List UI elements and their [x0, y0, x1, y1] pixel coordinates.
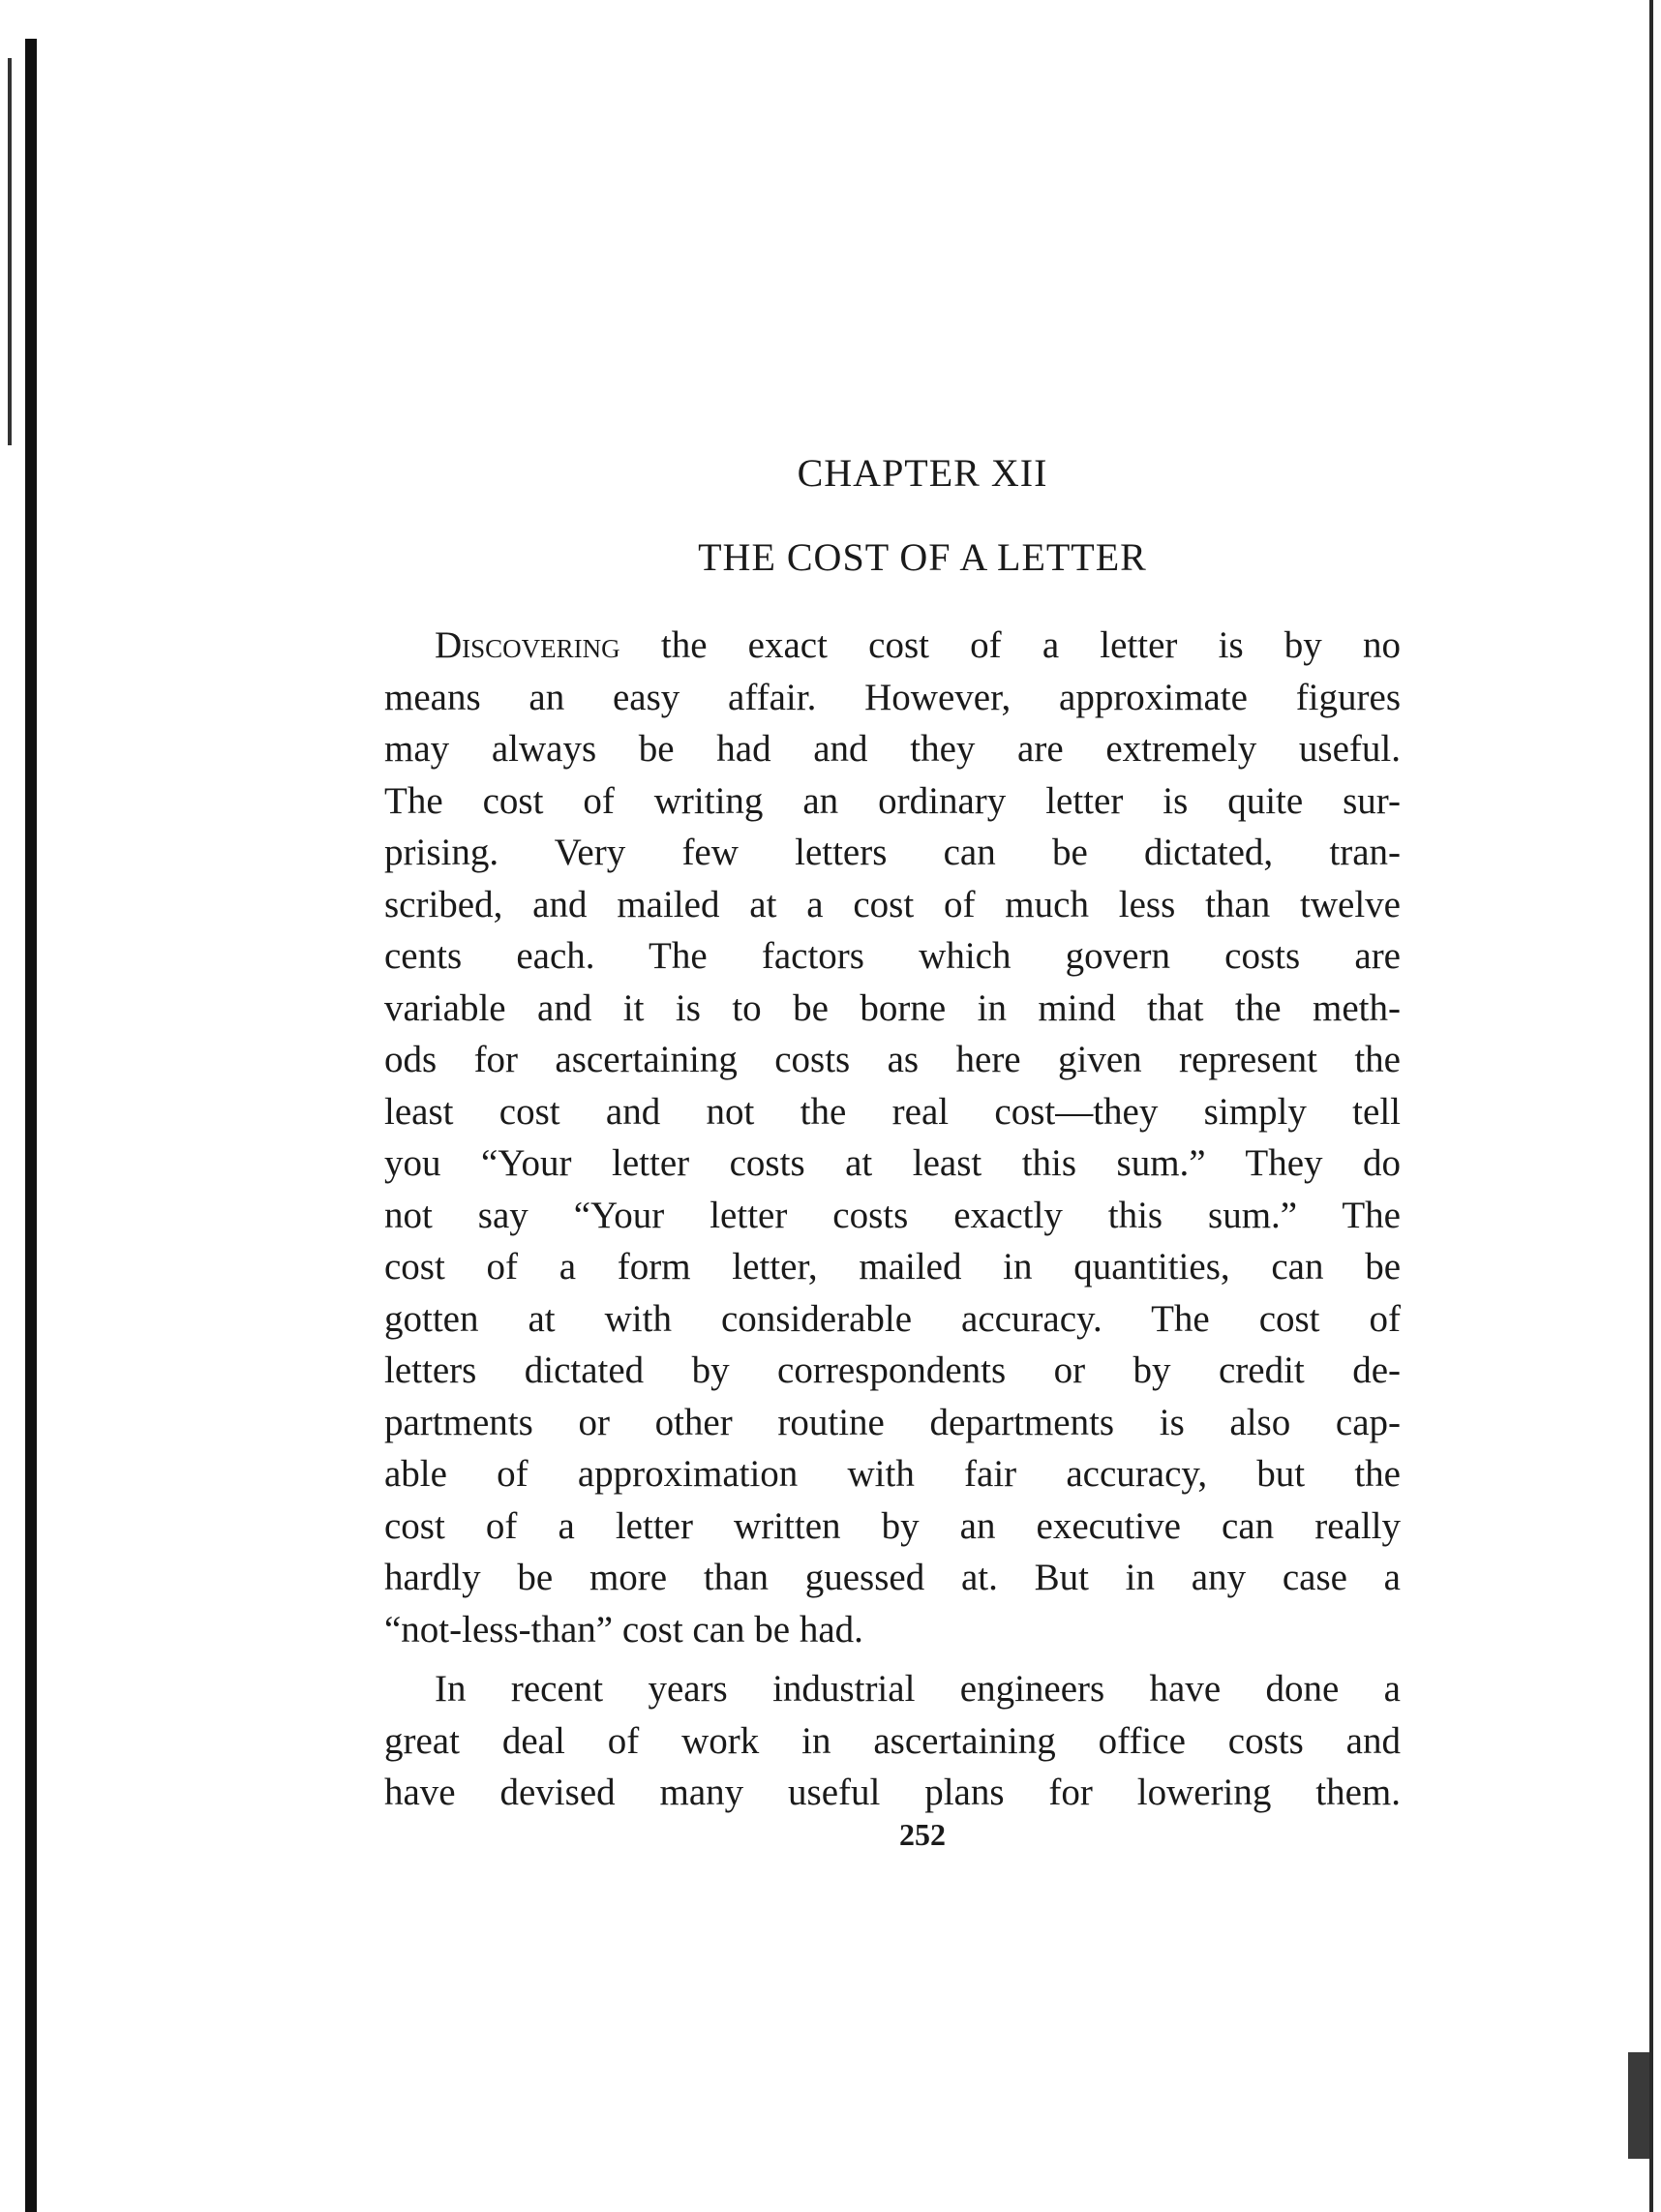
text-line: gotten at with considerable accuracy. The cost of — [384, 1297, 1401, 1340]
text-line: great deal of work in ascertaining office costs and — [384, 1719, 1401, 1762]
text-line: prising. Very few letters can be dictated, tran- — [384, 832, 1401, 873]
text-line: cents each. The factors which govern costs are — [384, 935, 1401, 977]
paragraph-2 — [384, 1663, 1401, 1819]
paragraph-1 — [384, 620, 1401, 1655]
text-line: “not-less-than” cost can be had. — [384, 1608, 863, 1651]
text-line: scribed, and mailed at a cost of much less than twelve — [384, 883, 1401, 925]
text-line: cost of a letter written by an executive can really — [384, 1504, 1401, 1547]
chapter-number: CHAPTER XII — [797, 451, 1048, 495]
text-line-rest: the exact cost of a letter is by no — [619, 624, 1401, 666]
text-line: cost of a form letter, mailed in quantities, can be — [384, 1246, 1401, 1288]
text-line: variable and it is to be borne in mind that the meth- — [384, 986, 1401, 1029]
text-line: not say “Your letter costs exactly this sum.” The — [384, 1194, 1401, 1236]
scan-border-right — [1649, 0, 1653, 2212]
scan-blot-right — [1628, 2052, 1649, 2159]
text-line: have devised many useful plans for lowering them. — [384, 1772, 1401, 1813]
page-number: 252 — [899, 1817, 946, 1852]
text-line: able of approximation with fair accuracy, but the — [384, 1453, 1401, 1495]
text-line: hardly be more than guessed at. But in any case a — [384, 1557, 1401, 1598]
text-line: least cost and not the real cost—they simply tell — [384, 1090, 1401, 1133]
text-line: In recent years industrial engineers have done a — [435, 1668, 1401, 1710]
text-line: The cost of writing an ordinary letter is quite sur- — [384, 779, 1401, 822]
text-line: may always be had and they are extremely useful. — [384, 728, 1401, 770]
text-line — [384, 620, 1401, 672]
body-text — [384, 620, 1401, 1819]
scan-border-left-inner — [8, 58, 12, 445]
text-line: means an easy affair. However, approximate figures — [384, 676, 1401, 718]
text-line: partments or other routine departments is also cap- — [384, 1401, 1401, 1443]
paragraph-gap — [384, 1655, 1401, 1663]
text-line: ods for ascertaining costs as here given represent the — [384, 1039, 1401, 1080]
text-line: you “Your letter costs at least this sum.” They do — [384, 1142, 1401, 1184]
chapter-title: THE COST OF A LETTER — [698, 535, 1147, 579]
scan-border-left — [25, 39, 37, 2212]
lead-word: Discovering — [435, 624, 620, 666]
text-line: letters dictated by correspondents or by credit de- — [384, 1349, 1401, 1391]
